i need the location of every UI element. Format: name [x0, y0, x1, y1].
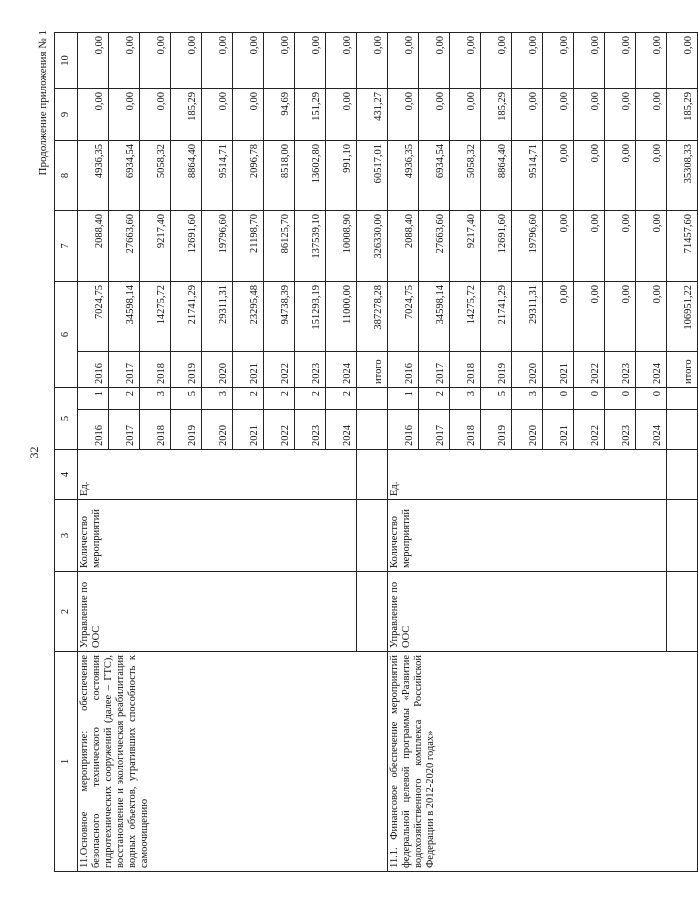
federal-budget-cell: 9217,40	[450, 211, 481, 282]
indicator-cell: Количество мероприятий	[388, 500, 667, 572]
federal-budget-cell: 86125,70	[264, 211, 295, 282]
regional-budget-cell: 4936,35	[388, 141, 419, 211]
finance-year-cell: 2021	[543, 352, 574, 388]
federal-budget-cell: 0,00	[605, 211, 636, 282]
federal-budget-cell: 2088,40	[388, 211, 419, 282]
regional-budget-cell: 8864,40	[171, 141, 202, 211]
finance-year-cell: 2023	[605, 352, 636, 388]
local-budget-cell: 0,00	[636, 89, 667, 141]
local-budget-cell: 151,29	[295, 89, 326, 141]
regional-budget-cell: 9514,71	[512, 141, 543, 211]
indicator-year-cell: 2021	[233, 410, 264, 450]
finance-year-cell: 2022	[574, 352, 605, 388]
local-budget-cell: 185,29	[481, 89, 512, 141]
finance-year-cell: 2023	[295, 352, 326, 388]
indicator-value-cell: 0	[605, 388, 636, 410]
finance-year-cell: 2017	[419, 352, 450, 388]
other-sources-cell: 0,00	[202, 33, 233, 89]
finance-year-cell: 2016	[78, 352, 109, 388]
empty-cell	[667, 500, 698, 572]
finance-year-cell: 2019	[481, 352, 512, 388]
table-row	[78, 33, 109, 872]
finance-total-cell: 7024,75	[388, 282, 419, 352]
local-budget-cell: 0,00	[326, 89, 357, 141]
federal-budget-cell: 12691,60	[171, 211, 202, 282]
federal-budget-cell: 19796,60	[512, 211, 543, 282]
other-sources-cell: 0,00	[140, 33, 171, 89]
regional-budget-cell: 2096,78	[233, 141, 264, 211]
indicator-year-cell: 2020	[202, 410, 233, 450]
finance-year-cell: 2021	[233, 352, 264, 388]
indicator-year-cell: 2016	[78, 410, 109, 450]
total-regional-cell: 35308,33	[667, 141, 698, 211]
finance-total-cell: 21741,29	[481, 282, 512, 352]
regional-budget-cell: 8518,00	[264, 141, 295, 211]
regional-budget-cell: 6934,54	[109, 141, 140, 211]
regional-budget-cell: 4936,35	[78, 141, 109, 211]
finance-year-cell: 2022	[264, 352, 295, 388]
finance-year-cell: 2018	[140, 352, 171, 388]
finance-total-cell: 0,00	[605, 282, 636, 352]
section-2-body	[388, 33, 698, 872]
local-budget-cell: 0,00	[78, 89, 109, 141]
empty-cell	[667, 410, 698, 450]
local-budget-cell: 0,00	[574, 89, 605, 141]
indicator-year-cell: 2017	[109, 410, 140, 450]
indicator-value-cell: 1	[388, 388, 419, 410]
total-federal-cell: 326330,00	[357, 211, 388, 282]
other-sources-cell: 0,00	[512, 33, 543, 89]
empty-cell	[667, 388, 698, 410]
federal-budget-cell: 137539,10	[295, 211, 326, 282]
indicator-value-cell: 5	[481, 388, 512, 410]
empty-cell	[357, 410, 388, 450]
activity-name-cell: 11.Основное мероприятие: обеспечение безопасного технического состояния гидротехнических сооружений (далее – ГТС), восстановление и экологическая реабилитация водных объектов, утративших способность к самоочищению	[78, 652, 388, 872]
other-sources-cell: 0,00	[605, 33, 636, 89]
total-other-cell: 0,00	[357, 33, 388, 89]
continuation-note: Продолжение приложения № 1	[37, 30, 49, 176]
col-header-5: 5	[55, 388, 78, 450]
indicator-value-cell: 0	[636, 388, 667, 410]
finance-total-cell: 0,00	[636, 282, 667, 352]
finance-year-cell: 2017	[109, 352, 140, 388]
regional-budget-cell: 0,00	[605, 141, 636, 211]
finance-total-cell: 7024,75	[78, 282, 109, 352]
finance-year-cell: 2020	[202, 352, 233, 388]
finance-total-cell: 23295,48	[233, 282, 264, 352]
local-budget-cell: 0,00	[605, 89, 636, 141]
local-budget-cell: 0,00	[512, 89, 543, 141]
indicator-value-cell: 1	[78, 388, 109, 410]
indicator-year-cell: 2019	[481, 410, 512, 450]
col-header-3: 3	[55, 500, 78, 572]
col-header-10: 10	[55, 33, 78, 89]
total-regional-cell: 60517,01	[357, 141, 388, 211]
finance-total-cell: 29311,31	[202, 282, 233, 352]
page-number: 32	[27, 446, 41, 459]
finance-total-cell: 0,00	[543, 282, 574, 352]
indicator-year-cell: 2018	[450, 410, 481, 450]
executor-cell: Управление по ООС	[78, 572, 357, 652]
regional-budget-cell: 8864,40	[481, 141, 512, 211]
local-budget-cell: 0,00	[233, 89, 264, 141]
regional-budget-cell: 991,10	[326, 141, 357, 211]
empty-cell	[357, 500, 388, 572]
empty-cell	[357, 572, 388, 652]
local-budget-cell: 0,00	[419, 89, 450, 141]
local-budget-cell: 0,00	[140, 89, 171, 141]
indicator-year-cell: 2018	[140, 410, 171, 450]
federal-budget-cell: 0,00	[543, 211, 574, 282]
local-budget-cell: 185,29	[171, 89, 202, 141]
finance-total-cell: 14275,72	[140, 282, 171, 352]
unit-cell: Ед.	[388, 450, 667, 500]
indicator-value-cell: 0	[574, 388, 605, 410]
col-header-7: 7	[55, 211, 78, 282]
local-budget-cell: 94,69	[264, 89, 295, 141]
total-federal-cell: 71457,60	[667, 211, 698, 282]
local-budget-cell: 0,00	[202, 89, 233, 141]
other-sources-cell: 0,00	[481, 33, 512, 89]
indicator-value-cell: 3	[512, 388, 543, 410]
finance-year-cell: 2018	[450, 352, 481, 388]
indicator-year-cell: 2024	[636, 410, 667, 450]
total-other-cell: 0,00	[667, 33, 698, 89]
indicator-value-cell: 3	[140, 388, 171, 410]
empty-cell	[667, 572, 698, 652]
regional-budget-cell: 6934,54	[419, 141, 450, 211]
total-finance-cell: 387278,28	[357, 282, 388, 352]
other-sources-cell: 0,00	[78, 33, 109, 89]
regional-budget-cell: 5058,32	[140, 141, 171, 211]
unit-cell: Ед.	[78, 450, 357, 500]
indicator-year-cell: 2023	[605, 410, 636, 450]
federal-budget-cell: 19796,60	[202, 211, 233, 282]
other-sources-cell: 0,00	[388, 33, 419, 89]
other-sources-cell: 0,00	[233, 33, 264, 89]
col-header-6: 6	[55, 282, 78, 388]
other-sources-cell: 0,00	[419, 33, 450, 89]
finance-total-cell: 0,00	[574, 282, 605, 352]
finance-year-cell: 2024	[636, 352, 667, 388]
total-label-cell: итого	[667, 352, 698, 388]
local-budget-cell: 0,00	[543, 89, 574, 141]
indicator-value-cell: 5	[171, 388, 202, 410]
executor-cell: Управление по ООС	[388, 572, 667, 652]
indicator-cell: Количество мероприятий	[78, 500, 357, 572]
total-label-cell: итого	[357, 352, 388, 388]
indicator-year-cell: 2019	[171, 410, 202, 450]
other-sources-cell: 0,00	[574, 33, 605, 89]
regional-budget-cell: 9514,71	[202, 141, 233, 211]
indicator-year-cell: 2024	[326, 410, 357, 450]
indicator-value-cell: 2	[295, 388, 326, 410]
indicator-value-cell: 2	[109, 388, 140, 410]
indicator-year-cell: 2022	[574, 410, 605, 450]
indicator-value-cell: 2	[326, 388, 357, 410]
regional-budget-cell: 13602,80	[295, 141, 326, 211]
regional-budget-cell: 0,00	[636, 141, 667, 211]
other-sources-cell: 0,00	[326, 33, 357, 89]
indicator-value-cell: 2	[419, 388, 450, 410]
finance-total-cell: 14275,72	[450, 282, 481, 352]
other-sources-cell: 0,00	[295, 33, 326, 89]
local-budget-cell: 0,00	[388, 89, 419, 141]
col-header-8: 8	[55, 141, 78, 211]
regional-budget-cell: 0,00	[574, 141, 605, 211]
indicator-year-cell: 2022	[264, 410, 295, 450]
indicator-year-cell: 2016	[388, 410, 419, 450]
indicator-value-cell: 3	[450, 388, 481, 410]
finance-year-cell: 2024	[326, 352, 357, 388]
col-header-1: 1	[55, 652, 78, 872]
indicator-year-cell: 2020	[512, 410, 543, 450]
finance-total-cell: 34598,14	[109, 282, 140, 352]
program-table	[54, 32, 698, 872]
federal-budget-cell: 12691,60	[481, 211, 512, 282]
section-1-body	[78, 33, 388, 872]
federal-budget-cell: 2088,40	[78, 211, 109, 282]
empty-cell	[357, 388, 388, 410]
local-budget-cell: 0,00	[450, 89, 481, 141]
table-row	[388, 33, 419, 872]
federal-budget-cell: 0,00	[574, 211, 605, 282]
other-sources-cell: 0,00	[543, 33, 574, 89]
total-local-cell: 185,29	[667, 89, 698, 141]
regional-budget-cell: 5058,32	[450, 141, 481, 211]
federal-budget-cell: 10008,90	[326, 211, 357, 282]
column-number-row	[55, 33, 78, 872]
empty-cell	[357, 450, 388, 500]
indicator-year-cell: 2021	[543, 410, 574, 450]
finance-total-cell: 34598,14	[419, 282, 450, 352]
finance-total-cell: 151293,19	[295, 282, 326, 352]
finance-total-cell: 11000,00	[326, 282, 357, 352]
federal-budget-cell: 27663,60	[109, 211, 140, 282]
federal-budget-cell: 27663,60	[419, 211, 450, 282]
col-header-9: 9	[55, 89, 78, 141]
finance-total-cell: 94738,39	[264, 282, 295, 352]
col-header-4: 4	[55, 450, 78, 500]
other-sources-cell: 0,00	[109, 33, 140, 89]
other-sources-cell: 0,00	[636, 33, 667, 89]
total-local-cell: 431,27	[357, 89, 388, 141]
federal-budget-cell: 0,00	[636, 211, 667, 282]
finance-total-cell: 29311,31	[512, 282, 543, 352]
federal-budget-cell: 9217,40	[140, 211, 171, 282]
empty-cell	[667, 450, 698, 500]
federal-budget-cell: 21198,70	[233, 211, 264, 282]
indicator-value-cell: 0	[543, 388, 574, 410]
other-sources-cell: 0,00	[264, 33, 295, 89]
activity-name-cell: 11.1. Финансовое обеспечение мероприятий федеральной целевой программы «Развитие водохозяйственного комплекса Российской Федерации в 2012-2020 годах»	[388, 652, 698, 872]
finance-year-cell: 2019	[171, 352, 202, 388]
indicator-year-cell: 2023	[295, 410, 326, 450]
total-finance-cell: 106951,22	[667, 282, 698, 352]
indicator-year-cell: 2017	[419, 410, 450, 450]
indicator-value-cell: 3	[202, 388, 233, 410]
local-budget-cell: 0,00	[109, 89, 140, 141]
other-sources-cell: 0,00	[171, 33, 202, 89]
finance-total-cell: 21741,29	[171, 282, 202, 352]
other-sources-cell: 0,00	[450, 33, 481, 89]
finance-year-cell: 2016	[388, 352, 419, 388]
regional-budget-cell: 0,00	[543, 141, 574, 211]
indicator-value-cell: 2	[264, 388, 295, 410]
indicator-value-cell: 2	[233, 388, 264, 410]
col-header-2: 2	[55, 572, 78, 652]
finance-year-cell: 2020	[512, 352, 543, 388]
